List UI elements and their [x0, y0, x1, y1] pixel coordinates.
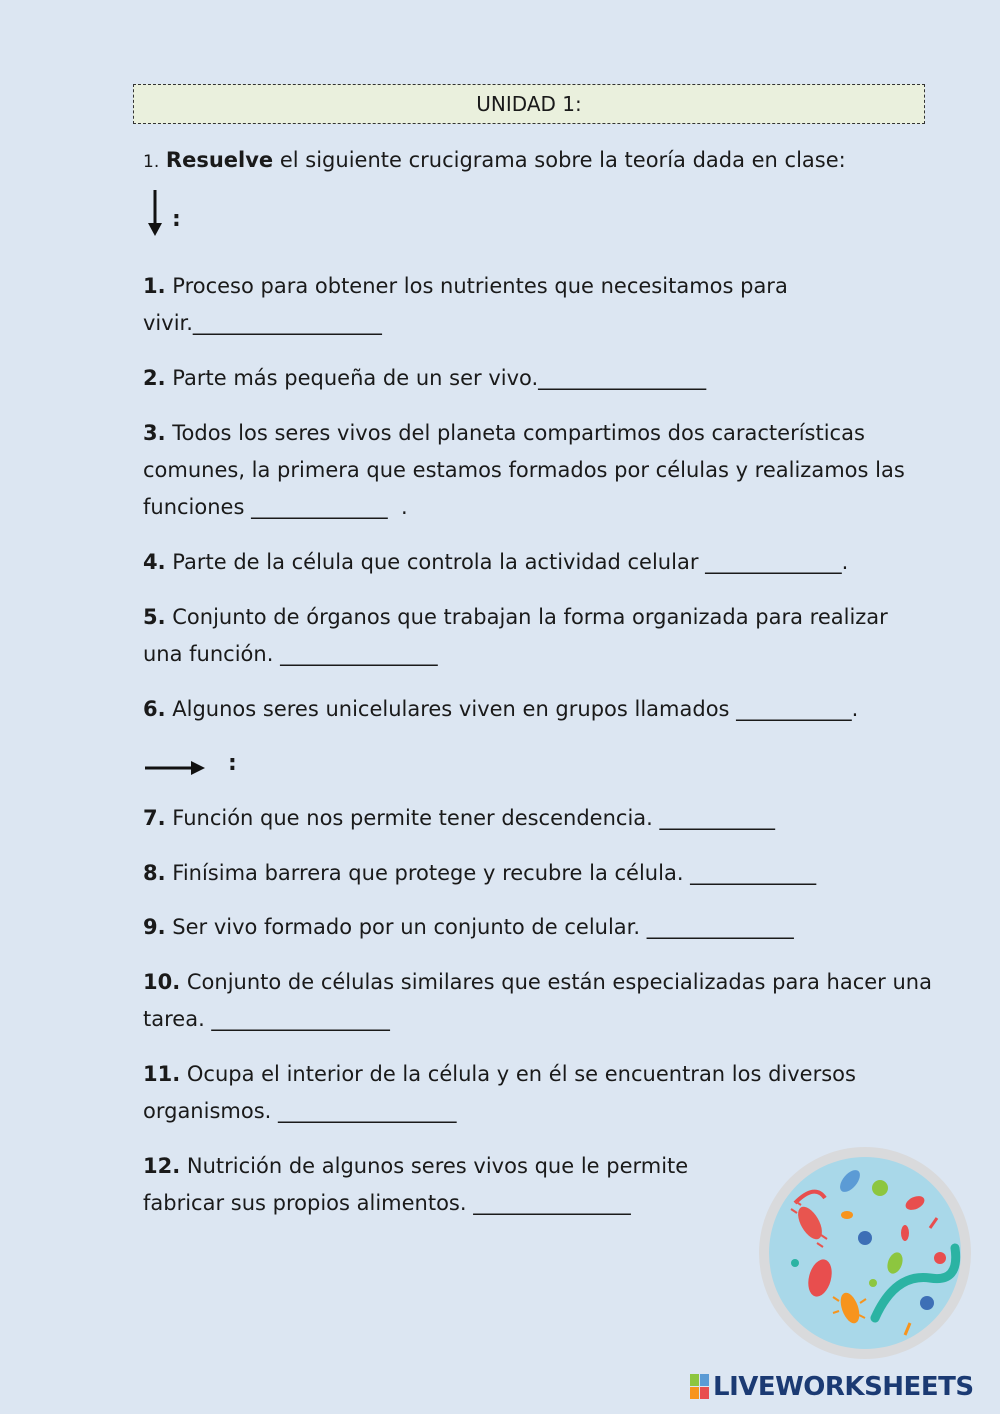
question-2: 2. Parte más pequeña de un ser vivo.________________ — [143, 366, 707, 390]
instruction-verb: Resuelve — [165, 148, 274, 172]
logo-text: LIVEWORKSHEETS — [713, 1372, 974, 1402]
unit-header — [133, 84, 925, 124]
answer-blank-11[interactable]: _________________ — [278, 1099, 457, 1123]
instruction — [143, 148, 846, 172]
question-9: 9. Ser vivo formado por un conjunto de celular. ______________ — [143, 915, 794, 939]
question-10: 10. Conjunto de células similares que están especializadas para hacer una tarea. _________________ — [143, 970, 932, 1031]
liveworksheets-logo — [690, 1372, 974, 1402]
answer-blank-4[interactable]: _____________. — [705, 550, 849, 574]
question-12: 12. Nutrición de algunos seres vivos que le permite fabricar sus propios alimentos. _______________ — [143, 1154, 689, 1215]
question-8: 8. Finísima barrera que protege y recubre la célula. ____________ — [143, 861, 817, 885]
answer-blank-12[interactable]: _______________ — [473, 1191, 631, 1215]
answer-blank-2[interactable]: ________________ — [538, 366, 707, 390]
answer-blank-5[interactable]: _______________ — [280, 642, 438, 666]
horizontal-label: : — [228, 751, 237, 776]
answer-blank-6[interactable]: ___________. — [736, 697, 859, 721]
answer-blank-10[interactable]: _________________ — [211, 1007, 390, 1031]
arrow-right-icon — [145, 759, 207, 777]
question-6: 6. Algunos seres unicelulares viven en grupos llamados ___________. — [143, 697, 859, 721]
answer-blank-7[interactable]: ___________ — [659, 806, 775, 830]
instruction-number: 1. — [143, 152, 160, 172]
question-7: 7. Función que nos permite tener descendencia. ___________ — [143, 806, 775, 830]
vertical-label: : — [172, 207, 181, 232]
instruction-text: el siguiente crucigrama sobre la teoría dada en clase: — [273, 148, 846, 172]
answer-blank-3[interactable]: _____________ . — [251, 495, 408, 519]
answer-blank-9[interactable]: ______________ — [646, 915, 794, 939]
live-badge-icon — [690, 1374, 710, 1400]
answer-blank-8[interactable]: ____________ — [690, 861, 817, 885]
question-11: 11. Ocupa el interior de la célula y en él se encuentran los diversos organismos. _________________ — [143, 1062, 856, 1123]
question-3: 3. Todos los seres vivos del planeta compartimos dos características comunes, la primera que estamos formados por células y realizamos las funciones _____________ . — [143, 421, 905, 519]
arrow-down-icon — [146, 190, 164, 238]
answer-blank-1[interactable]: __________________ — [192, 311, 382, 335]
question-5: 5. Conjunto de órganos que trabajan la forma organizada para realizar una función. _______________ — [143, 605, 888, 666]
unit-title: UNIDAD 1: — [476, 92, 582, 116]
question-1: 1. Proceso para obtener los nutrientes que necesitamos para vivir.__________________ — [143, 274, 788, 335]
question-4: 4. Parte de la célula que controla la actividad celular _____________. — [143, 550, 849, 574]
microbes-illustration — [755, 1143, 975, 1363]
